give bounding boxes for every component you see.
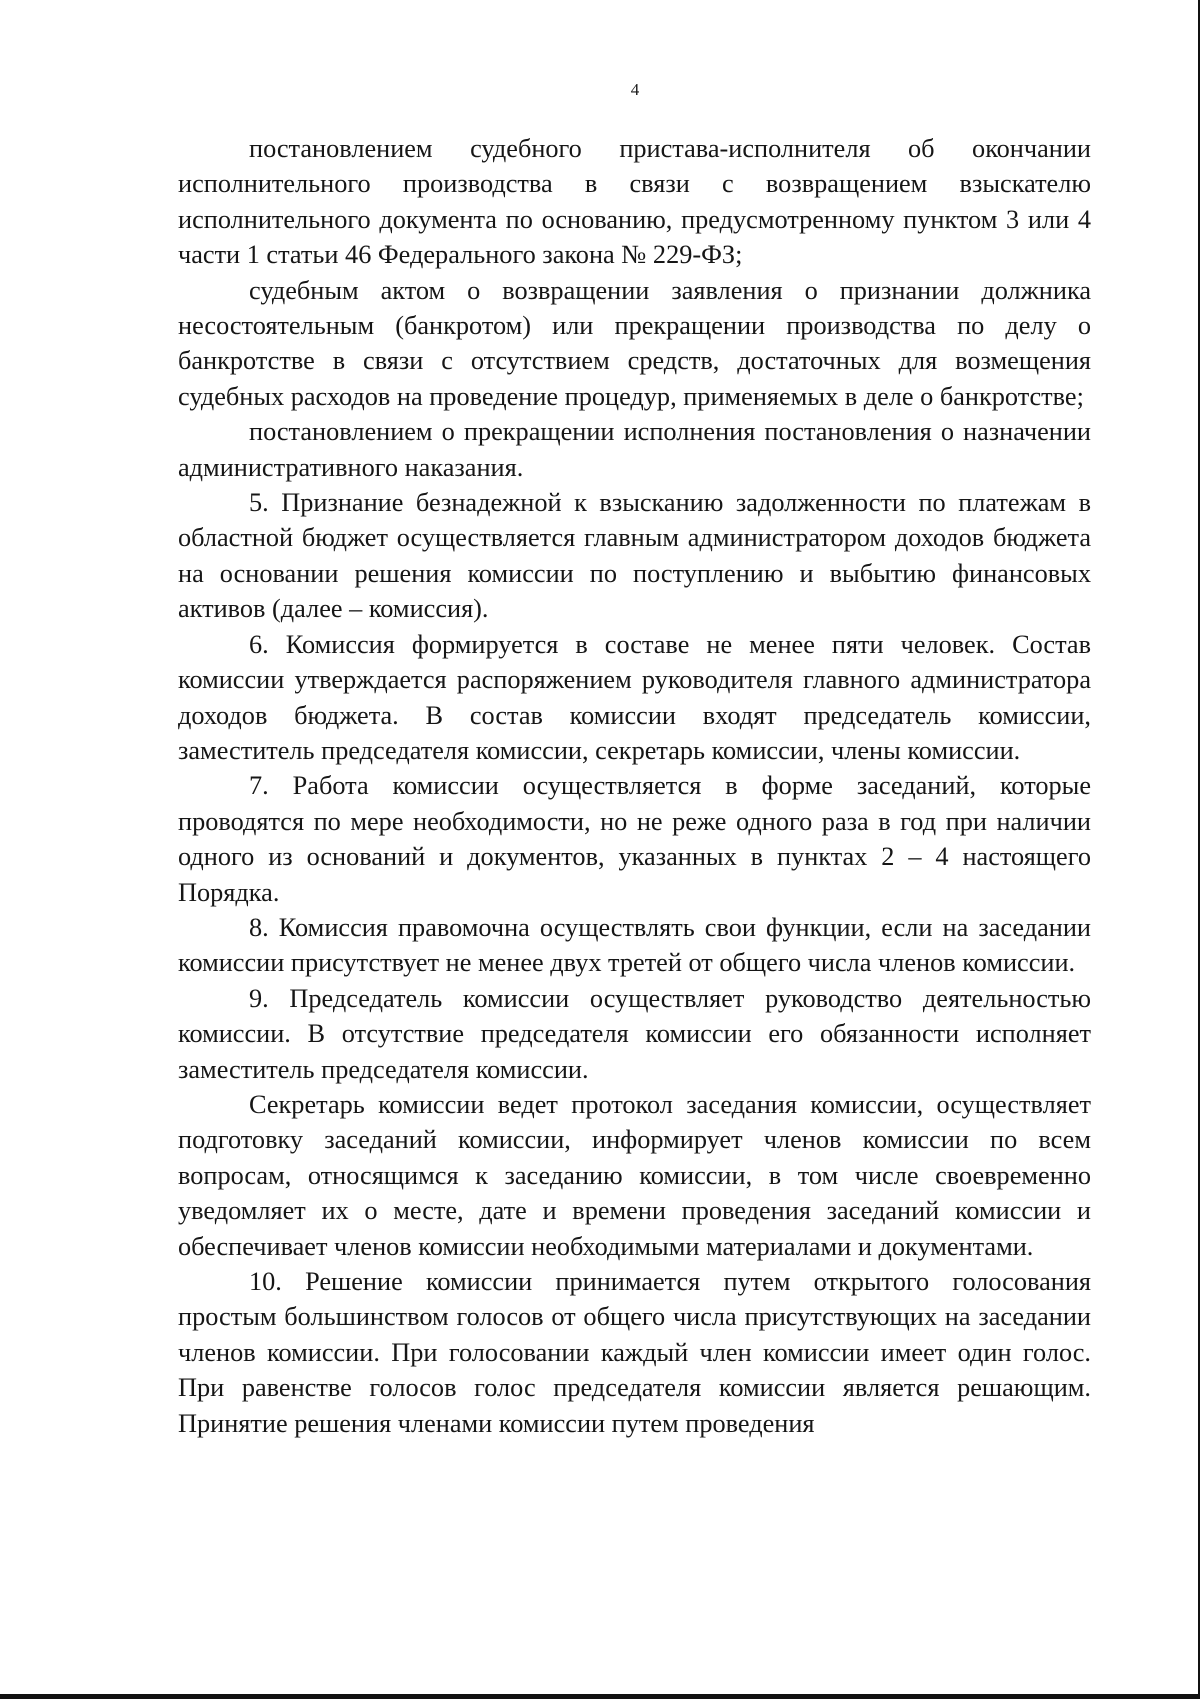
paragraph-item-10: 10. Решение комиссии принимается путем открытого голосования простым большинством голосов от общего числа присутствующих на заседании членов комиссии. При голосовании каждый член комиссии имеет один голос. При равенстве голосов голос председателя комиссии является решающим. Принятие решения членами комиссии путем проведения bbox=[178, 1267, 1091, 1438]
paragraph-item-9: 9. Председатель комиссии осуществляет руководство деятельностью комиссии. В отсутствие председателя комиссии его обязанности исполняет заместитель председателя комиссии. bbox=[178, 983, 1091, 1084]
paragraph-item-5: 5. Признание безнадежной к взысканию задолженности по платежам в областной бюджет осуществляется главным администратором доходов бюджета на основании решения комиссии по поступлению и выбытию финансовых активов (далее – комиссия). bbox=[178, 488, 1091, 624]
paragraph-bailiff-resolution: постановлением судебного пристава-исполнителя об окончании исполнительного производства в связи с возвращением взыскателю исполнительного документа по основанию, предусмотренному пунктом 3 или 4 части 1 статьи 46 Федерального закона № 229-ФЗ; bbox=[178, 134, 1091, 270]
scan-edge-bottom bbox=[0, 1694, 1200, 1699]
document-body bbox=[178, 131, 1091, 1441]
paragraph-item-7: 7. Работа комиссии осуществляется в форме заседаний, которые проводятся по мере необходимости, но не реже одного раза в год при наличии одного из оснований и документов, указанных в пунктах 2 – 4 настоящего Порядка. bbox=[178, 771, 1091, 907]
paragraph-item-8: 8. Комиссия правомочна осуществлять свои функции, если на заседании комиссии присутствует не менее двух третей от общего числа членов комиссии. bbox=[178, 912, 1091, 978]
paragraph-termination-resolution: постановлением о прекращении исполнения постановления о назначении административного наказания. bbox=[178, 417, 1091, 482]
page-number: 4 bbox=[630, 80, 640, 99]
paragraph-secretary-duties: Секретарь комиссии ведет протокол заседания комиссии, осуществляет подготовку заседаний комиссии, информирует членов комиссии по всем вопросам, относящимся к заседанию комиссии, в том числе своевременно уведомляет их о месте, дате и времени проведения заседаний комиссии и обеспечивает членов комиссии необходимыми материалами и документами. bbox=[178, 1089, 1091, 1261]
paragraph-court-act-bankruptcy: судебным актом о возвращении заявления о признании должника несостоятельным (банкротом) или прекращении производства по делу о банкротстве в связи с отсутствием средств, достаточных для возмещения судебных расходов на проведение процедур, применяемых в деле о банкротстве; bbox=[178, 275, 1091, 411]
paragraph-item-6: 6. Комиссия формируется в составе не менее пяти человек. Состав комиссии утверждается распоряжением руководителя главного администратора доходов бюджета. В состав комиссии входят председатель комиссии, заместитель председателя комиссии, секретарь комиссии, члены комиссии. bbox=[178, 629, 1091, 765]
